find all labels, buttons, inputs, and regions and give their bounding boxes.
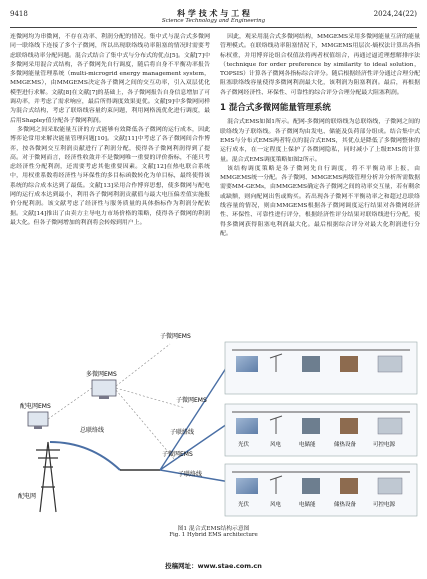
battery-icon (302, 418, 320, 434)
right-paragraph-2: 混合式EMS如图1所示。配网-多微网的联络线为总联络线，子微网之间的联络线为子联络线。各子微网均由发电、储能及负荷部分组成。结合集中式EMS与分布式EMS两者特点的混合式EMS，其优点是降低了多微网整体的运行成本，在一定程度上保护了各微网隐私，同时减小了上级EMS的计算量。混合式EMS调度策略如图2所示。 (220, 119, 420, 163)
section-title: 1 混合式多微网能量管理系统 (220, 103, 331, 114)
distribution-ems-computer-icon (28, 412, 48, 429)
figure-1 (10, 322, 420, 520)
thermal-storage-icon (340, 356, 358, 372)
subgrid-mid (225, 404, 417, 456)
pv-panel-icon (236, 356, 258, 372)
unit-label-pv: 光伏 (238, 442, 250, 448)
unit-label-thermal: 储热设备 (334, 502, 357, 508)
thermal-storage-icon (340, 418, 358, 434)
left-paragraph-2: 多微网之间采取能量互济的方式能够有效降低各子微网的运行成本，因此博弈论常用来解决能量管理问题[10]。文献[11]中考虑了各子微网间合作博弈，按各微网交互利润贡献进行了利润分配，使得各子微网利润得到了提高。对于微网而言，经济性收敛并不是微网唯一重要的评价指标，不能只考虑经济性分配利润，还需要考虑其他重要因素。文献[12]在热电联合系统中，用权重系数将经济性与环保性的多目标函数转化为单目标，最终使得该系统的综合成本达到了最低。文献[13]采用合作博弈思想，使多微网与配电网的运行成本达到最小，利用各子微网利润贡献值与最大电压偏差值实施报价分配利润。该文献考虑了经济性与服务质量的具体指标作为利润分配依据。文献[14]推出了由卖方主导电力市场价格的策略，使得各子微网的利润最大化。但各子微网增加的利润将会转嫁到用户上。 (10, 126, 210, 226)
total-tie-label: 总联络线 (80, 427, 105, 434)
unit-label-battery: 电储能 (299, 442, 316, 448)
journal-title-en: Science Technology and Engineering (161, 18, 266, 24)
unit-label-pv: 光伏 (238, 502, 250, 508)
mmgems-computer-icon (92, 380, 116, 399)
unit-label-wind: 风电 (270, 502, 282, 508)
controllable-source-icon (378, 418, 402, 434)
unit-label-controllable: 可控电源 (373, 502, 396, 508)
journal-title: 科 学 技 术 与 工 程 (177, 8, 250, 18)
right-paragraph-1: 因此，观采用混合式多微网结构，MMGEMS采用多微网能量互济的能量管理模式。在联络线功率阻塞情况下，MMGEMS用层次-熵权法计算出各指标权重，并用博弈论组合权值法将两者权值组合，再通过逼近理想解排序法（technique for order preference by similarity to ideal solution，TOPSIS）计算各子微网各指标综合评分。随后根据经济性评分通过合理分配阻塞联络线容量使得多微网利润最大化，该利润为阻塞利润。最后，再根据各子微网经济性、环保性、可靠性的综合评分合理分配最大阻塞利润。 (220, 34, 420, 96)
controllable-source-icon (378, 356, 402, 372)
unit-label-battery: 电储能 (299, 502, 316, 508)
issue-number: 2024,24(22) (373, 10, 417, 18)
subgrid-bottom (225, 464, 417, 516)
battery-icon (302, 356, 320, 372)
controllable-source-icon (378, 478, 402, 494)
transmission-tower-icon (36, 442, 60, 512)
header-rule (10, 27, 417, 28)
unit-label-controllable: 可控电源 (373, 442, 396, 448)
left-paragraph-1: 连微网均为串微网，不存在功率、利润分配的情况。集中式与混合式多微网同一联络线下连接了多个子微网，所以出现联络线功率阻塞的情况时需要考虑联络线功率分配问题。混合式结合了集中式与分布式的优点[5]。文献[7]中多微网采用混合式结构，各子微网先自行调度，随后将自身不平衡功率报告多微网能量管理系统（multi-microgrid energy management system，MMGEMS），由MMGEMS决定各子微网之间的交互功率，引入双层优化模型进行求解。文献[8]在文献[7]的基础上，各子微网报告自身信息增加了可调功率，并考虑了需求响应，最后所得调度效果更优。文献[9]中多微网同样为混合式结构，考虑了联络线容量约束问题，利用网格流优化进行调度，最后用Shapley值分配各子微网利润。 (10, 34, 210, 124)
figure-caption-en: Fig. 1 Hybrid EMS architecture (169, 532, 258, 538)
unit-label-thermal: 储热设备 (334, 442, 357, 448)
sub-tie-lines (160, 362, 230, 482)
right-column (220, 33, 420, 239)
pv-panel-icon (236, 478, 258, 494)
pv-panel-icon (236, 418, 258, 434)
distribution-grid-label: 配电网 (18, 493, 37, 500)
total-tie-line (50, 442, 120, 470)
figure-caption-cn: 图1 混合式EMS结构示意图 (177, 526, 250, 532)
bottom-subgrid-ems-label: 子微网EMS (162, 451, 193, 458)
thermal-storage-icon (340, 478, 358, 494)
left-column (10, 33, 210, 325)
distribution-ems-label: 配电网EMS (20, 403, 51, 410)
page-number: 9418 (10, 10, 28, 18)
mid-subgrid-ems-label: 子微网EMS (176, 397, 207, 404)
sub-tie-label-2: 子联络线 (178, 471, 203, 478)
sub-tie-label: 子联络线 (170, 429, 195, 436)
right-paragraph-3: 该结构调度策略是各子微网先自行调度，将不平衡功率上报，由MMGEMS统一分配。各子微网、MMGEMS两级管理分析并分析所需数据需要MM-GEMs，由MMGEMS确定各子微网之间的功率交互量，若有剩余或缺额，则向配网出售或购买。若出现各子微网不平衡功率之和超过总联络线容量的情况，则由MMGEMS根据各子微网调度运行结果对各微网经济性、环保性、可靠性进行评分，根据经济性评分结果对联络线进行分配，使得多微网获得阻塞电利润最大化。最后根据综合评分对最大化利润进行分配。 (220, 165, 420, 237)
subgrid-top (225, 342, 417, 394)
hybrid-ems-diagram (10, 322, 420, 520)
battery-icon (302, 478, 320, 494)
top-subgrid-ems-label: 子微网EMS (160, 333, 191, 340)
mmgems-label: 多微网EMS (86, 371, 117, 378)
unit-label-wind: 风电 (270, 442, 282, 448)
submission-url: 投稿网址：www.stae.com.cn (165, 562, 262, 570)
